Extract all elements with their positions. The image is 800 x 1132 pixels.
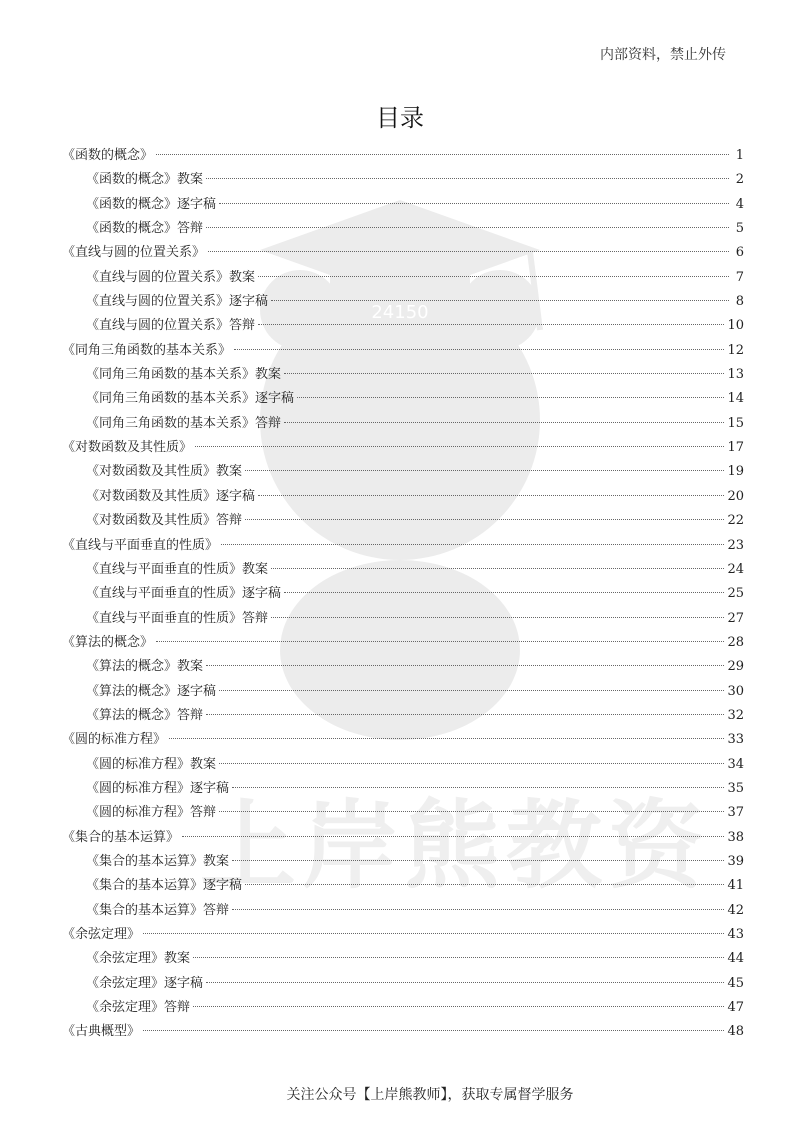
toc-entry[interactable] [62, 436, 744, 460]
toc-subentry[interactable] [62, 996, 744, 1020]
toc-page-number: 43 [727, 927, 744, 942]
toc-entry-label: 《直线与平面垂直的性质》 [62, 537, 219, 553]
toc-entry-label: 《函数的概念》 [62, 148, 154, 163]
toc-page-number: 48 [727, 1024, 744, 1040]
toc-entry-label: 《余弦定理》逐字稿 [86, 975, 204, 991]
toc-page-number: 8 [735, 294, 744, 310]
dot-leader [284, 592, 724, 593]
toc-subentry[interactable] [62, 801, 744, 825]
dot-leader [232, 909, 724, 910]
dot-leader [258, 495, 724, 496]
toc-page-number: 24 [727, 561, 744, 577]
toc-subentry[interactable] [62, 314, 744, 338]
page-title: 目录 [376, 104, 424, 132]
toc-entry-label: 《算法的概念》 [62, 634, 154, 650]
toc-entry-label: 《对数函数及其性质》逐字稿 [86, 488, 256, 504]
toc-subentry[interactable] [62, 266, 744, 290]
watermark-badge-text: 24150 [371, 302, 429, 323]
dot-leader [234, 349, 724, 350]
toc-entry-label: 《对数函数及其性质》教案 [86, 464, 243, 480]
toc-entry-label: 《直线与圆的位置关系》答辩 [86, 318, 256, 334]
dot-leader [206, 227, 729, 228]
dot-leader [284, 422, 724, 423]
toc-subentry[interactable] [62, 850, 744, 874]
dot-leader [169, 738, 724, 739]
toc-page-number: 13 [727, 367, 744, 383]
toc-page-number: 35 [727, 780, 744, 796]
toc-entry-label: 《余弦定理》教案 [86, 951, 191, 967]
toc-subentry[interactable] [62, 558, 744, 582]
dot-leader [206, 714, 724, 715]
dot-leader [156, 641, 724, 642]
toc-entry[interactable] [62, 728, 744, 752]
toc-subentry[interactable] [62, 460, 744, 484]
toc-entry-label: 《同角三角函数的基本关系》教案 [86, 367, 282, 383]
toc-entry[interactable] [62, 339, 744, 363]
toc-entry-label: 《圆的标准方程》逐字稿 [86, 780, 230, 796]
toc-entry-label: 《函数的概念》答辩 [86, 221, 204, 237]
toc-page-number: 19 [727, 464, 744, 480]
toc-page-number: 33 [727, 732, 744, 748]
toc-page-number: 2 [735, 172, 744, 188]
toc-subentry[interactable] [62, 168, 744, 192]
dot-leader [245, 884, 724, 885]
toc-subentry[interactable] [62, 947, 744, 971]
toc-entry-label: 《算法的概念》逐字稿 [86, 683, 217, 699]
toc-page-number: 27 [727, 610, 744, 626]
toc-subentry[interactable] [62, 874, 744, 898]
toc-subentry[interactable] [62, 680, 744, 704]
table-of-contents [62, 144, 744, 1045]
toc-entry[interactable] [62, 241, 744, 265]
toc-page-number: 10 [727, 318, 744, 334]
toc-subentry[interactable] [62, 607, 744, 631]
dot-leader [182, 836, 724, 837]
toc-page-number: 37 [727, 805, 744, 821]
toc-entry-label: 《算法的概念》答辩 [86, 707, 204, 723]
toc-entry-label: 《直线与圆的位置关系》教案 [86, 269, 256, 285]
dot-leader [219, 203, 729, 204]
toc-page-number: 1 [735, 148, 744, 163]
toc-page-number: 41 [727, 878, 744, 894]
toc-entry-label: 《集合的基本运算》 [62, 829, 180, 845]
footer-promo-note: 关注公众号【上岸熊教师】，获取专属督学服务 [286, 1087, 574, 1103]
dot-leader [271, 568, 724, 569]
dot-leader [206, 178, 729, 179]
toc-page-number: 6 [735, 245, 744, 261]
dot-leader [284, 373, 724, 374]
toc-entry-label: 《圆的标准方程》教案 [86, 756, 217, 772]
toc-entry[interactable] [62, 1020, 744, 1044]
toc-entry[interactable] [62, 923, 744, 947]
toc-page-number: 4 [735, 196, 744, 212]
dot-leader [245, 519, 724, 520]
dot-leader [206, 982, 724, 983]
toc-page-number: 47 [727, 1000, 744, 1016]
toc-entry-label: 《同角三角函数的基本关系》逐字稿 [86, 391, 295, 407]
dot-leader [143, 933, 724, 934]
brand-watermark-text: 上岸熊教资 [200, 790, 710, 902]
toc-page-number: 23 [727, 537, 744, 553]
toc-entry-label: 《对数函数及其性质》 [62, 440, 193, 456]
dot-leader [143, 1030, 724, 1031]
toc-page-number: 17 [727, 440, 744, 456]
toc-page-number: 34 [727, 756, 744, 772]
toc-entry-label: 《函数的概念》教案 [86, 172, 204, 188]
toc-entry-label: 《算法的概念》教案 [86, 659, 204, 675]
toc-page-number: 20 [727, 488, 744, 504]
toc-page-number: 32 [727, 707, 744, 723]
dot-leader [232, 787, 724, 788]
toc-page-number: 28 [727, 634, 744, 650]
toc-entry-label: 《圆的标准方程》 [62, 732, 167, 748]
toc-entry-label: 《直线与平面垂直的性质》答辩 [86, 610, 269, 626]
toc-page-number: 45 [727, 975, 744, 991]
toc-entry-label: 《集合的基本运算》逐字稿 [86, 878, 243, 894]
toc-entry-label: 《余弦定理》答辩 [86, 1000, 191, 1016]
toc-entry-label: 《同角三角函数的基本关系》 [62, 342, 232, 358]
toc-entry-label: 《集合的基本运算》教案 [86, 853, 230, 869]
dot-leader [258, 276, 729, 277]
toc-entry-label: 《圆的标准方程》答辩 [86, 805, 217, 821]
toc-entry[interactable] [62, 534, 744, 558]
toc-subentry[interactable] [62, 582, 744, 606]
dot-leader [258, 324, 724, 325]
toc-page-number: 38 [727, 829, 744, 845]
toc-entry[interactable] [62, 826, 744, 850]
toc-subentry[interactable] [62, 485, 744, 509]
toc-page-number: 44 [727, 951, 744, 967]
toc-page-number: 22 [727, 513, 744, 529]
dot-leader [219, 811, 724, 812]
toc-page-number: 25 [727, 586, 744, 602]
toc-subentry[interactable] [62, 899, 744, 923]
toc-page-number: 42 [727, 902, 744, 918]
toc-entry-label: 《余弦定理》 [62, 927, 141, 942]
dot-leader [219, 763, 724, 764]
toc-subentry[interactable] [62, 363, 744, 387]
toc-entry-label: 《直线与平面垂直的性质》教案 [86, 561, 269, 577]
toc-subentry[interactable] [62, 777, 744, 801]
dot-leader [232, 860, 724, 861]
toc-subentry[interactable] [62, 290, 744, 314]
toc-page-number: 39 [727, 853, 744, 869]
toc-page-number: 15 [727, 415, 744, 431]
dot-leader [245, 470, 724, 471]
toc-entry-label: 《函数的概念》逐字稿 [86, 196, 217, 212]
confidential-note: 内部资料，禁止外传 [600, 47, 726, 63]
dot-leader [206, 665, 724, 666]
dot-leader [193, 1006, 724, 1007]
dot-leader [271, 617, 724, 618]
toc-entry-label: 《直线与圆的位置关系》 [62, 245, 206, 261]
toc-page-number: 12 [727, 342, 744, 358]
toc-page-number: 14 [727, 391, 744, 407]
dot-leader [193, 957, 724, 958]
toc-page-number: 7 [735, 269, 744, 285]
dot-leader [208, 251, 729, 252]
toc-entry[interactable] [62, 144, 744, 168]
toc-subentry[interactable] [62, 193, 744, 217]
toc-subentry[interactable] [62, 509, 744, 533]
dot-leader [219, 690, 724, 691]
toc-entry-label: 《集合的基本运算》答辩 [86, 902, 230, 918]
dot-leader [156, 154, 729, 155]
toc-page-number: 30 [727, 683, 744, 699]
toc-entry-label: 《同角三角函数的基本关系》答辩 [86, 415, 282, 431]
dot-leader [297, 397, 724, 398]
toc-entry-label: 《直线与平面垂直的性质》逐字稿 [86, 586, 282, 602]
dot-leader [271, 300, 729, 301]
dot-leader [195, 446, 724, 447]
dot-leader [221, 544, 724, 545]
toc-subentry[interactable] [62, 704, 744, 728]
toc-subentry[interactable] [62, 387, 744, 411]
toc-entry-label: 《直线与圆的位置关系》逐字稿 [86, 294, 269, 310]
toc-entry[interactable] [62, 631, 744, 655]
toc-subentry[interactable] [62, 655, 744, 679]
toc-entry-label: 《古典概型》 [62, 1024, 141, 1040]
toc-page-number: 29 [727, 659, 744, 675]
toc-subentry[interactable] [62, 753, 744, 777]
toc-entry-label: 《对数函数及其性质》答辩 [86, 513, 243, 529]
toc-subentry[interactable] [62, 972, 744, 996]
toc-subentry[interactable] [62, 412, 744, 436]
toc-page-number: 5 [735, 221, 744, 237]
toc-subentry[interactable] [62, 217, 744, 241]
